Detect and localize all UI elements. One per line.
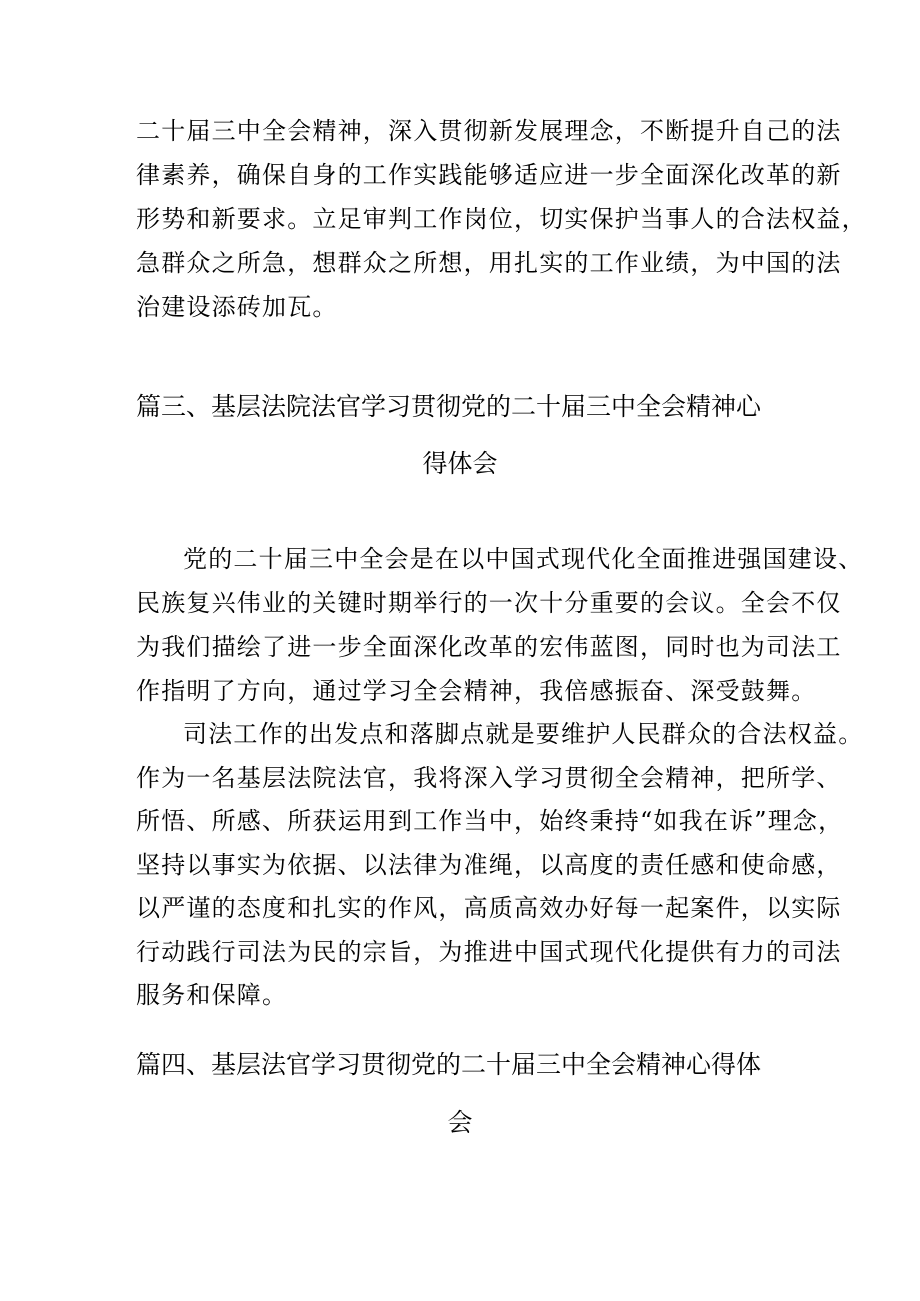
- section4-heading-line-1: 篇四、基层法官学习贯彻党的二十届三中全会精神心得体: [136, 1050, 762, 1079]
- s3-p1-line-1: 党的二十届三中全会是在以中国式现代化全面推进强国建设、: [183, 545, 864, 573]
- s3-p2-line-4: 坚持以事实为依据、以法律为准绳，以高度的责任感和使命感，: [136, 851, 842, 879]
- intro-line-2: 律素养，确保自身的工作实践能够适应进一步全面深化改革的新: [136, 161, 842, 189]
- s3-p1-line-4: 作指明了方向，通过学习全会精神，我倍感振奋、深受鼓舞。: [136, 677, 817, 705]
- s3-p2-line-6: 行动践行司法为民的宗旨，为推进中国式现代化提供有力的司法: [136, 938, 842, 966]
- section3-heading-line-2: 得体会: [422, 449, 498, 478]
- intro-line-5: 治建设添砖加瓦。: [136, 293, 338, 321]
- s3-p2-line-7: 服务和保障。: [136, 981, 288, 1009]
- s3-p1-line-2: 民族复兴伟业的关键时期举行的一次十分重要的会议。全会不仅: [136, 589, 842, 617]
- intro-line-1: 二十届三中全会精神，深入贯彻新发展理念，不断提升自己的法: [136, 117, 842, 145]
- s3-p2-line-1: 司法工作的出发点和落脚点就是要维护人民群众的合法权益。: [183, 720, 864, 748]
- intro-line-3: 形势和新要求。立足审判工作岗位，切实保护当事人的合法权益，: [136, 205, 867, 233]
- s3-p2-line-2: 作为一名基层法院法官，我将深入学习贯彻全会精神，把所学、: [136, 764, 842, 792]
- section4-heading-line-2: 会: [447, 1108, 473, 1137]
- s3-p2-line-5: 以严谨的态度和扎实的作风，高质高效办好每一起案件，以实际: [136, 894, 842, 922]
- s3-p2-line-3: 所悟、所感、所获运用到工作当中，始终秉持“如我在诉”理念，: [136, 807, 844, 835]
- s3-p1-line-3: 为我们描绘了进一步全面深化改革的宏伟蓝图，同时也为司法工: [136, 633, 842, 661]
- section3-heading-line-1: 篇三、基层法院法官学习贯彻党的二十届三中全会精神心: [136, 392, 762, 421]
- intro-line-4: 急群众之所急，想群众之所想，用扎实的工作业绩，为中国的法: [136, 249, 842, 277]
